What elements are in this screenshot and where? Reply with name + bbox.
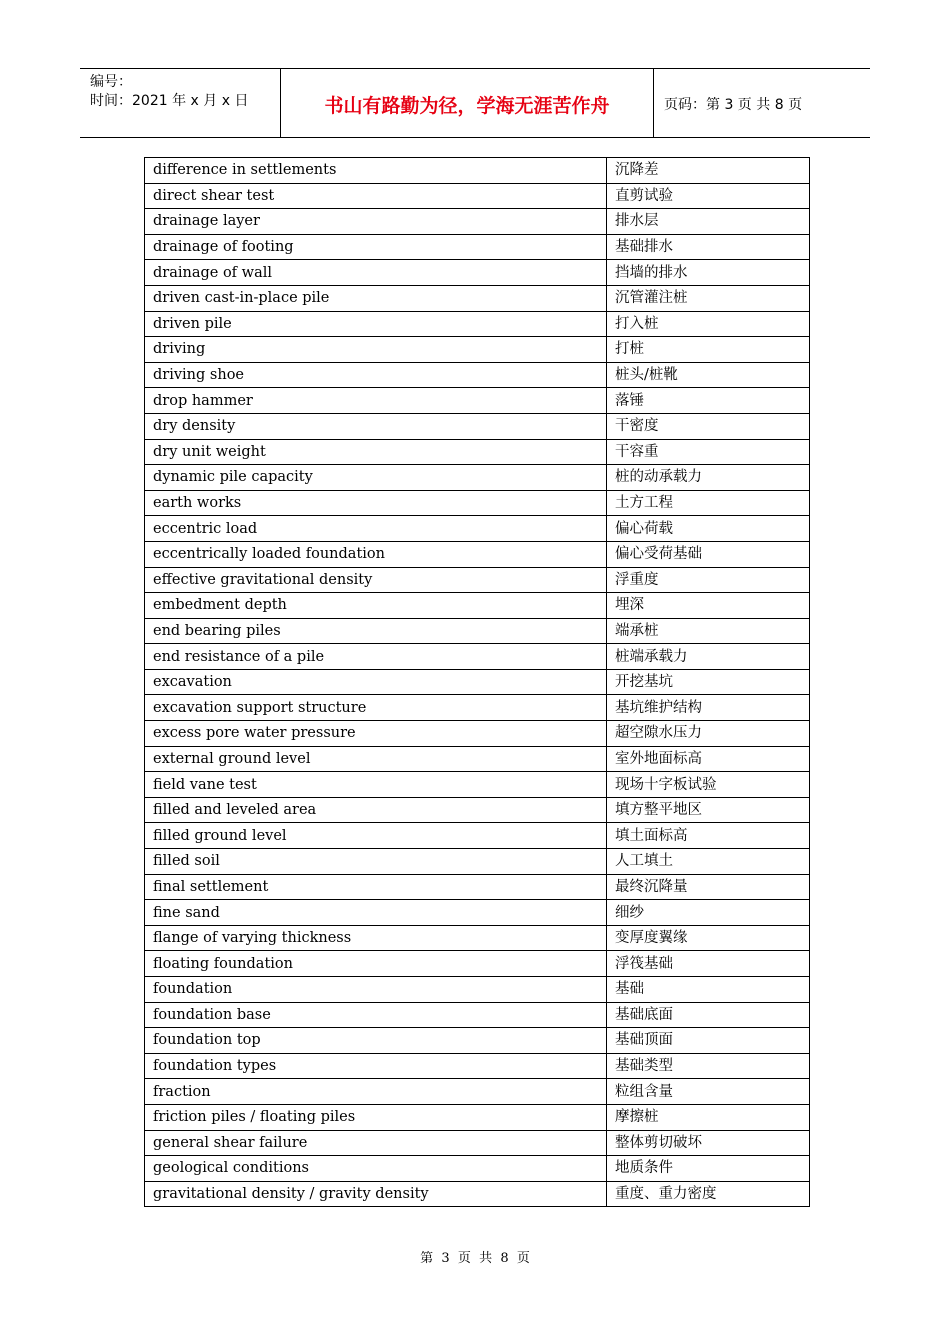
document-number-label: 编号： xyxy=(90,74,132,90)
header-page-cell xyxy=(654,69,870,137)
glossary-table xyxy=(144,157,810,1207)
glossary-row xyxy=(145,1028,810,1054)
chinese-term: 端承桩 xyxy=(607,618,810,644)
glossary-row xyxy=(145,541,810,567)
chinese-term: 人工填土 xyxy=(607,849,810,875)
chinese-term: 排水层 xyxy=(607,209,810,235)
glossary-row xyxy=(145,413,810,439)
glossary-row xyxy=(145,746,810,772)
glossary-body xyxy=(145,158,810,1207)
chinese-term: 地质条件 xyxy=(607,1156,810,1182)
english-term: dry density xyxy=(145,413,607,439)
english-term: foundation top xyxy=(145,1028,607,1054)
english-term: friction piles / floating piles xyxy=(145,1104,607,1130)
chinese-term: 摩擦桩 xyxy=(607,1104,810,1130)
english-term: final settlement xyxy=(145,874,607,900)
chinese-term: 重度、重力密度 xyxy=(607,1181,810,1207)
glossary-row xyxy=(145,951,810,977)
chinese-term: 沉降差 xyxy=(607,158,810,184)
chinese-term: 超空隙水压力 xyxy=(607,721,810,747)
chinese-term: 土方工程 xyxy=(607,490,810,516)
glossary-row xyxy=(145,1130,810,1156)
english-term: geological conditions xyxy=(145,1156,607,1182)
chinese-term: 基础排水 xyxy=(607,234,810,260)
header-motto: 书山有路勤为径，学海无涯苦作舟 xyxy=(324,95,610,117)
glossary-row xyxy=(145,669,810,695)
english-term: end bearing piles xyxy=(145,618,607,644)
chinese-term: 填土面标高 xyxy=(607,823,810,849)
glossary-row xyxy=(145,874,810,900)
glossary-row xyxy=(145,977,810,1003)
glossary-row xyxy=(145,644,810,670)
english-term: driven pile xyxy=(145,311,607,337)
header-page-info: 页码：第 3 页 共 8 页 xyxy=(664,97,803,113)
glossary-row xyxy=(145,772,810,798)
english-term: dynamic pile capacity xyxy=(145,465,607,491)
chinese-term: 基础 xyxy=(607,977,810,1003)
english-term: difference in settlements xyxy=(145,158,607,184)
english-term: drainage of wall xyxy=(145,260,607,286)
glossary-row xyxy=(145,797,810,823)
chinese-term: 桩的动承载力 xyxy=(607,465,810,491)
chinese-term: 变厚度翼缘 xyxy=(607,925,810,951)
chinese-term: 偏心荷载 xyxy=(607,516,810,542)
page-header xyxy=(80,68,870,138)
glossary-row xyxy=(145,1104,810,1130)
glossary-row xyxy=(145,158,810,184)
chinese-term: 直剪试验 xyxy=(607,183,810,209)
chinese-term: 室外地面标高 xyxy=(607,746,810,772)
glossary-row xyxy=(145,465,810,491)
header-motto-cell xyxy=(281,69,654,137)
english-term: drop hammer xyxy=(145,388,607,414)
page-footer: 第 3 页 共 8 页 xyxy=(420,1251,530,1266)
chinese-term: 打入桩 xyxy=(607,311,810,337)
english-term: drainage of footing xyxy=(145,234,607,260)
glossary-row xyxy=(145,311,810,337)
chinese-term: 浮重度 xyxy=(607,567,810,593)
english-term: end resistance of a pile xyxy=(145,644,607,670)
english-term: excavation xyxy=(145,669,607,695)
glossary-row xyxy=(145,260,810,286)
header-meta-cell xyxy=(80,69,281,137)
english-term: floating foundation xyxy=(145,951,607,977)
english-term: foundation base xyxy=(145,1002,607,1028)
chinese-term: 打桩 xyxy=(607,337,810,363)
chinese-term: 干密度 xyxy=(607,413,810,439)
glossary-row xyxy=(145,362,810,388)
glossary-row xyxy=(145,1002,810,1028)
chinese-term: 埋深 xyxy=(607,593,810,619)
glossary-row xyxy=(145,593,810,619)
chinese-term: 干容重 xyxy=(607,439,810,465)
chinese-term: 沉管灌注桩 xyxy=(607,285,810,311)
glossary-row xyxy=(145,490,810,516)
english-term: external ground level xyxy=(145,746,607,772)
chinese-term: 开挖基坑 xyxy=(607,669,810,695)
chinese-term: 桩端承载力 xyxy=(607,644,810,670)
chinese-term: 整体剪切破坏 xyxy=(607,1130,810,1156)
glossary-row xyxy=(145,337,810,363)
glossary-row xyxy=(145,516,810,542)
glossary-row xyxy=(145,183,810,209)
english-term: drainage layer xyxy=(145,209,607,235)
english-term: filled soil xyxy=(145,849,607,875)
chinese-term: 落锤 xyxy=(607,388,810,414)
english-term: eccentrically loaded foundation xyxy=(145,541,607,567)
english-term: eccentric load xyxy=(145,516,607,542)
english-term: direct shear test xyxy=(145,183,607,209)
english-term: driven cast-in-place pile xyxy=(145,285,607,311)
glossary-row xyxy=(145,1079,810,1105)
glossary-row xyxy=(145,285,810,311)
glossary-row xyxy=(145,1181,810,1207)
english-term: foundation types xyxy=(145,1053,607,1079)
english-term: excavation support structure xyxy=(145,695,607,721)
glossary-row xyxy=(145,1156,810,1182)
glossary-row xyxy=(145,234,810,260)
chinese-term: 偏心受荷基础 xyxy=(607,541,810,567)
glossary-row xyxy=(145,695,810,721)
english-term: earth works xyxy=(145,490,607,516)
english-term: gravitational density / gravity density xyxy=(145,1181,607,1207)
glossary-row xyxy=(145,721,810,747)
glossary-row xyxy=(145,439,810,465)
chinese-term: 桩头/桩靴 xyxy=(607,362,810,388)
glossary-row xyxy=(145,1053,810,1079)
glossary-row xyxy=(145,209,810,235)
chinese-term: 基坑维护结构 xyxy=(607,695,810,721)
glossary-row xyxy=(145,900,810,926)
chinese-term: 浮筏基础 xyxy=(607,951,810,977)
chinese-term: 现场十字板试验 xyxy=(607,772,810,798)
english-term: dry unit weight xyxy=(145,439,607,465)
english-term: driving xyxy=(145,337,607,363)
english-term: fraction xyxy=(145,1079,607,1105)
english-term: effective gravitational density xyxy=(145,567,607,593)
chinese-term: 粒组含量 xyxy=(607,1079,810,1105)
chinese-term: 最终沉降量 xyxy=(607,874,810,900)
chinese-term: 挡墙的排水 xyxy=(607,260,810,286)
english-term: general shear failure xyxy=(145,1130,607,1156)
english-term: foundation xyxy=(145,977,607,1003)
english-term: flange of varying thickness xyxy=(145,925,607,951)
glossary-row xyxy=(145,567,810,593)
english-term: fine sand xyxy=(145,900,607,926)
english-term: embedment depth xyxy=(145,593,607,619)
english-term: driving shoe xyxy=(145,362,607,388)
chinese-term: 基础底面 xyxy=(607,1002,810,1028)
english-term: filled ground level xyxy=(145,823,607,849)
english-term: excess pore water pressure xyxy=(145,721,607,747)
chinese-term: 基础类型 xyxy=(607,1053,810,1079)
glossary-row xyxy=(145,925,810,951)
glossary-row xyxy=(145,618,810,644)
glossary-row xyxy=(145,388,810,414)
document-date: 时间：2021 年 x 月 x 日 xyxy=(90,93,249,109)
english-term: field vane test xyxy=(145,772,607,798)
glossary-row xyxy=(145,823,810,849)
chinese-term: 填方整平地区 xyxy=(607,797,810,823)
english-term: filled and leveled area xyxy=(145,797,607,823)
glossary-row xyxy=(145,849,810,875)
chinese-term: 基础顶面 xyxy=(607,1028,810,1054)
chinese-term: 细纱 xyxy=(607,900,810,926)
